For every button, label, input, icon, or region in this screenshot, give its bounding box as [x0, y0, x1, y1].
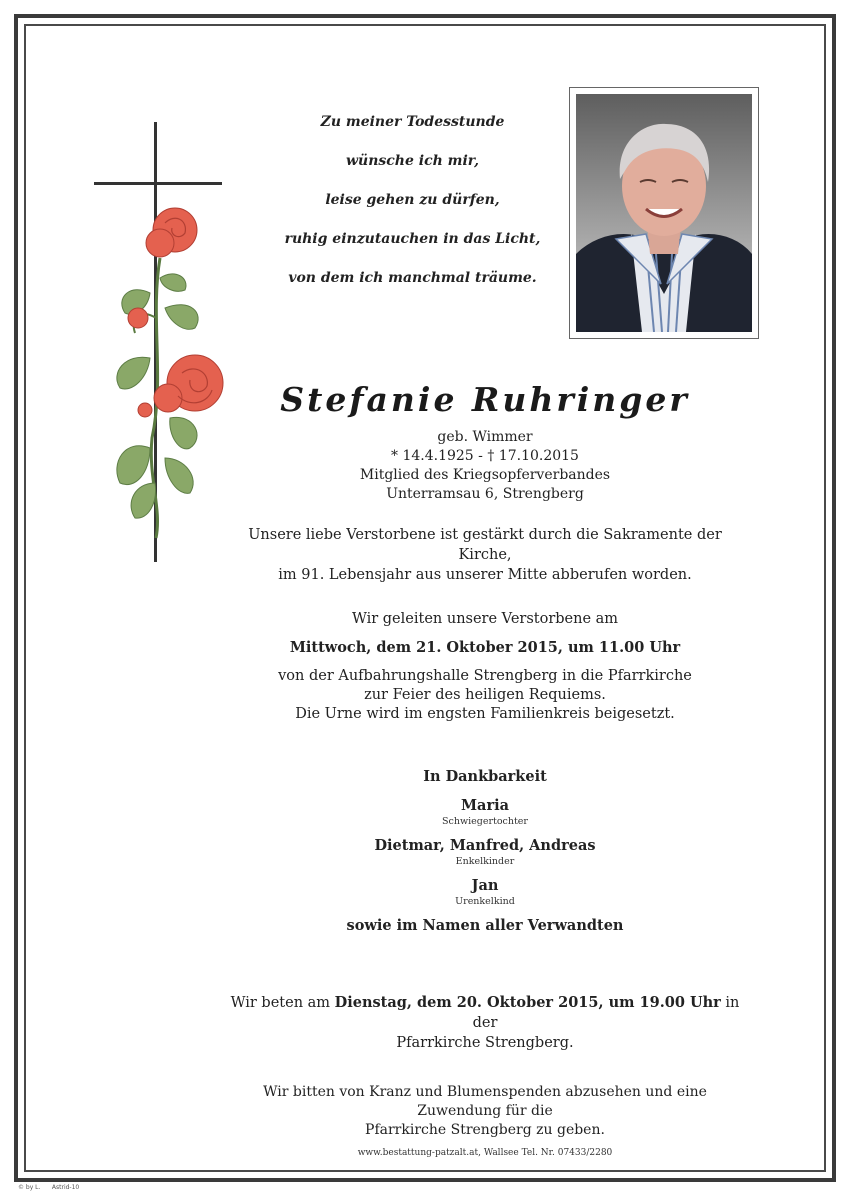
- undertaker-footer: www.bestattung-patzalt.at, Wallsee Tel. Nr. 07433/2280: [357, 1148, 613, 1158]
- mourners-section: [300, 766, 670, 936]
- funeral-line: zur Feier des heiligen Requiems.: [364, 687, 606, 703]
- poem-line: leise gehen zu dürfen,: [325, 192, 500, 208]
- donation-request: [225, 1083, 745, 1140]
- funeral-details: [230, 610, 740, 724]
- prayer-line: [230, 993, 740, 1033]
- portrait-photo: [576, 94, 752, 332]
- copyright-note: [18, 1184, 79, 1191]
- announcement: [230, 525, 740, 585]
- prayer-notice: [230, 993, 740, 1053]
- funeral-date: Mittwoch, dem 21. Oktober 2015, um 11.00 Uhr: [289, 639, 681, 656]
- thanks-heading: In Dankbarkeit: [423, 768, 547, 785]
- copyright-text: © by L.: [18, 1184, 41, 1191]
- address: Unterramsau 6, Strengberg: [386, 486, 584, 502]
- mourner-role: Schwiegertochter: [442, 816, 528, 827]
- mourner-name: Dietmar, Manfred, Andreas: [374, 837, 596, 854]
- poem: [255, 108, 570, 303]
- funeral-line: von der Aufbahrungshalle Strengberg in die Pfarrkirche: [278, 668, 692, 684]
- life-dates: * 14.4.1925 - † 17.10.2015: [391, 448, 579, 464]
- prayer-date: Dienstag, dem 20. Oktober 2015, um 19.00 Uhr: [334, 994, 721, 1011]
- relatives-line: sowie im Namen aller Verwandten: [346, 917, 624, 934]
- prayer-prefix: Wir beten am: [230, 995, 331, 1011]
- funeral-line: Die Urne wird im engsten Familienkreis beigesetzt.: [295, 706, 675, 722]
- poem-line: wünsche ich mir,: [345, 153, 480, 169]
- donation-line: Pfarrkirche Strengberg zu geben.: [365, 1122, 605, 1138]
- mourner-name: Jan: [471, 877, 499, 894]
- funeral-intro: Wir geleiten unsere Verstorbene am: [351, 611, 619, 627]
- membership: Mitglied des Kriegsopferverbandes: [359, 467, 611, 483]
- birth-name: geb. Wimmer: [437, 429, 533, 445]
- personal-details: [250, 428, 720, 504]
- poem-line: Zu meiner Todesstunde: [320, 114, 505, 130]
- mourner-role: Urenkelkind: [455, 896, 515, 907]
- deceased-name: Stefanie Ruhringer: [280, 380, 690, 419]
- announcement-line: Unsere liebe Verstorbene ist gestärkt durch die Sakramente der Kirche,: [248, 527, 722, 563]
- cross-with-roses-illustration: [90, 118, 240, 566]
- poem-line: von dem ich manchmal träume.: [288, 270, 537, 286]
- portrait-frame: [569, 87, 759, 339]
- mourner-name: Maria: [461, 797, 509, 814]
- prayer-location: Pfarrkirche Strengberg.: [396, 1035, 574, 1051]
- announcement-line: im 91. Lebensjahr aus unserer Mitte abberufen worden.: [278, 567, 692, 583]
- donation-line: Wir bitten von Kranz und Blumenspenden abzusehen und eine Zuwendung für die: [263, 1084, 707, 1119]
- design-code: Astrid-10: [51, 1184, 80, 1191]
- poem-line: ruhig einzutauchen in das Licht,: [284, 231, 541, 247]
- prayer-suffix: in der: [472, 995, 740, 1031]
- mourner-role: Enkelkinder: [455, 856, 515, 867]
